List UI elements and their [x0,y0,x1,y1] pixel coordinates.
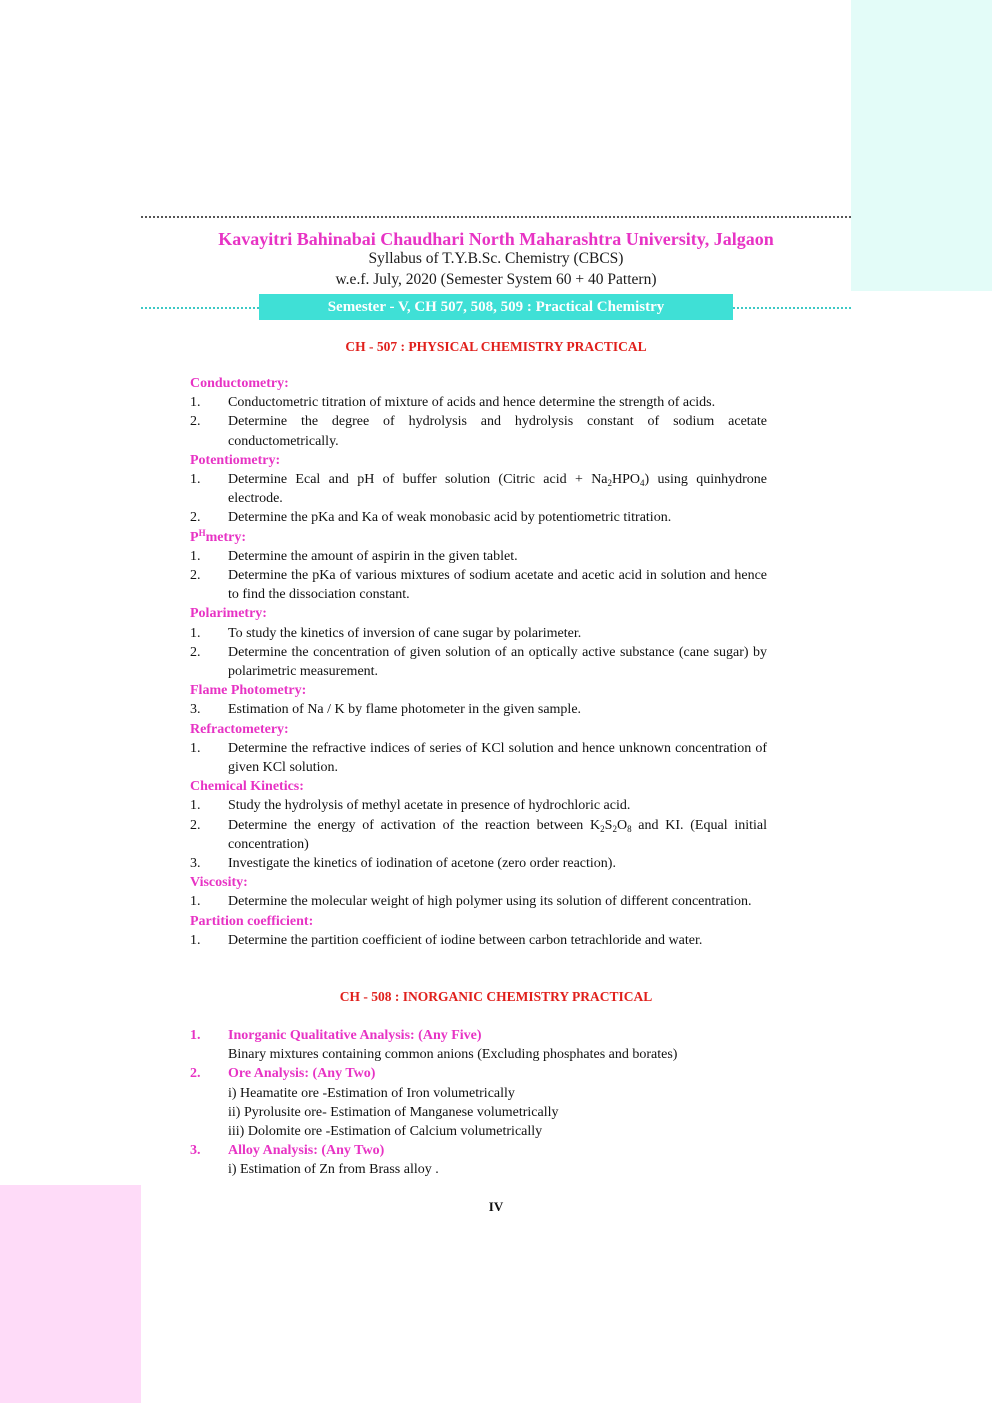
section-title-conductometry: Conductometry: [190,376,289,391]
item-number: 1. [190,798,201,814]
semester-rule-right [733,307,851,309]
list-item [190,470,767,508]
item-number: 1. [190,740,201,756]
section-title-polarimetry: Polarimetry: [190,606,267,622]
item-number: 2. [190,414,201,430]
item-number: 1. [190,894,201,910]
list-item [190,796,767,815]
wef-line: w.e.f. July, 2020 (Semester System 60 + 40 Pattern) [335,271,657,288]
item-text: Determine the energy of activation of the reaction between $K_2S_2O_8$ and KI. (Equal initial concentration) [228,817,767,852]
item-number: 2. [190,1066,201,1082]
semester-banner: Semester - V, CH 507, 508, 509 : Practical Chemistry [259,294,733,320]
item-text: Determine the pKa of various mixtures of sodium acetate and acetic acid in solution and hence to find the dissociation constant. [228,568,767,603]
section-title-ore-analysis: Ore Analysis: (Any Two) [228,1066,376,1082]
item-text: Determine the concentration of given solution of an optically active substance (cane sugar) by polarimetric measurement. [228,644,767,680]
item-number: 2. [190,644,201,660]
item-number: 3. [190,702,201,718]
section-title-partition-coefficient: Partition coefficient: [190,913,314,929]
item-text: i) Estimation of Zn from Brass alloy . [228,1162,439,1178]
list-item [190,1141,767,1160]
list-item [190,892,767,911]
item-number: 1. [190,548,201,564]
list-item [190,1064,767,1083]
top-dotted-rule [141,216,851,218]
item-text: iii) Dolomite ore -Estimation of Calcium volumetrically [228,1124,543,1140]
list-item [190,1026,767,1045]
item-text: Determine the partition coefficient of iodine between carbon tetrachloride and water. [228,932,703,948]
item-text: i) Heamatite ore -Estimation of Iron volumetrically [228,1085,515,1101]
decorative-corner-top-right [851,0,992,291]
item-number: 2. [190,510,201,526]
section-title-flame-photometry: Flame Photometry: [190,683,307,699]
item-number: 1. [190,395,201,411]
item-text: Study the hydrolysis of methyl acetate in presence of hydrochloric acid. [228,798,631,814]
page-number: IV [488,1199,504,1214]
item-number: 2. [190,568,201,584]
list-item [190,643,767,681]
list-item [190,547,767,566]
section-title-refractometry: Refractometery: [190,721,289,737]
university-title: Kavayitri Bahinabai Chaudhari North Maharashtra University, Jalgaon [218,229,774,249]
list-item [190,739,767,777]
item-text: Investigate the kinetics of iodination of acetone (zero order reaction). [228,856,616,872]
list-item [190,816,767,854]
section-title-viscosity: Viscosity: [190,875,248,891]
list-item [190,700,767,719]
section-title-alloy-analysis: Alloy Analysis: (Any Two) [228,1143,385,1159]
decorative-corner-bottom-left [0,1185,141,1403]
item-number: 1. [190,1028,201,1043]
list-item [190,412,767,450]
item-number: 3. [190,1143,201,1159]
ch507-content [190,374,767,950]
item-text: To study the kinetics of inversion of cane sugar by polarimeter. [228,625,582,641]
item-text: Determine the degree of hydrolysis and hydrolysis constant of sodium acetate conductometrically. [228,414,767,449]
section-title-potentiometry: Potentiometry: [190,452,281,468]
list-item [190,566,767,604]
syllabus-line: Syllabus of T.Y.B.Sc. Chemistry (CBCS) [368,250,624,267]
item-text: Determine the pKa and Ka of weak monobasic acid by potentiometric titration. [228,510,672,526]
ch508-heading: CH - 508 : INORGANIC CHEMISTRY PRACTICAL [339,989,653,1004]
item-number: 3. [190,856,201,872]
item-number: 1. [190,932,201,948]
item-text: Estimation of Na / K by flame photometer in the given sample. [228,702,582,718]
list-item [190,931,767,950]
ch507-heading: CH - 507 : PHYSICAL CHEMISTRY PRACTICAL [345,339,647,354]
item-text: Determine the amount of aspirin in the given tablet. [228,548,518,564]
item-text: Determine the molecular weight of high polymer using its solution of different concentration. [228,894,752,910]
item-text: Binary mixtures containing common anions (Excluding phosphates and borates) [228,1047,678,1063]
ch508-content [190,1026,767,1180]
item-number: 1. [190,472,201,488]
semester-rule-left [141,307,259,309]
item-text: Determine the refractive indices of series of KCl solution and hence unknown concentration of given KCl solution. [228,740,767,776]
item-text: Determine Ecal and pH of buffer solution (Citric acid + $Na_2HPO_4$) using quinhydrone electrode. [228,472,767,507]
item-text: ii) Pyrolusite ore- Estimation of Manganese volumetrically [228,1104,559,1120]
item-number: 2. [190,817,201,833]
item-text: Conductometric titration of mixture of acids and hence determine the strength of acids. [228,395,716,411]
list-item [190,854,767,873]
item-number: 1. [190,625,201,641]
list-item [190,508,767,527]
section-title-phmetry: $P^Hmetry$: [190,527,246,545]
list-item [190,393,767,412]
section-title-qualitative-analysis: Inorganic Qualitative Analysis: (Any Five) [228,1028,482,1043]
section-title-chemical-kinetics: Chemical Kinetics: [190,779,304,795]
list-item [190,624,767,643]
